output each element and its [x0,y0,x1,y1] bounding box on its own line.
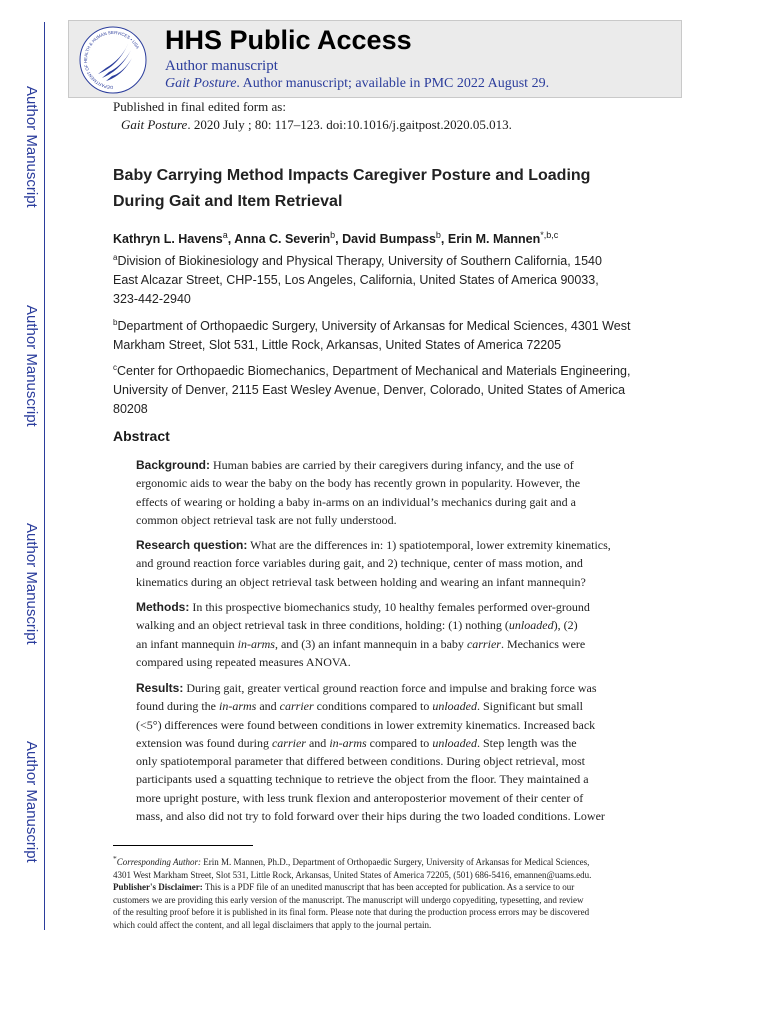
italic-term: unloaded [432,699,477,714]
abstract-methods: Methods: In this prospective biomechanics study, 10 healthy females performed over-ground walking and an object retrieval task in three conditions, holding: (1) nothing (unloaded), (2) an infant mannequin in-arms, and (3) an infant mannequin in a baby carrier. Mechanics were compared using repeated measures ANOVA. [136,600,590,669]
journal-name: Gait Posture [165,76,237,91]
side-stamp: Author Manuscript [23,741,40,863]
affiliation-b: $^b$Department of Orthopaedic Surgery, University of Arkansas for Medical Sciences, 4301 West Markham Street, Slot 531, Little Rock, Arkansas, United States of America 72205 [113,318,631,353]
publisher-disclaimer: Publisher's Disclaimer: This is a PDF file of an unedited manuscript that has been accepted for publication. As a service to our customers we are providing this early version of the manuscript. The manuscript will undergo copyediting, typesetting, and review of the resulting proof before it is published in its final form. Please note that during the production process errors may be discovered which could affect the content, and all legal disclaimers that apply to the journal pertain. [113,882,590,930]
abstract-research-question: Research question: What are the differences in: 1) spatiotemporal, lower extremity kinematics, and ground reaction force variables during gait, and 2) technique, center of mass motion, and kinematics during an object retrieval task between holding and wearing an infant mannequin? [136,538,611,589]
abstract-section-label: Results: [136,681,184,695]
svg-text:DEPARTMENT OF HEALTH & HUMAN S: DEPARTMENT OF HEALTH & HUMAN SERVICES • USA [83,29,141,91]
published-label: Published in final edited form as: [113,99,286,114]
paper-title: Baby Carrying Method Impacts Caregiver Posture and Loading During Gait and Item Retrieval [113,167,591,210]
corresponding-author-footnote: *Corresponding Author: Erin M. Mannen, Ph.D., Department of Orthopaedic Surgery, University of Arkansas for Medical Sciences, 4301 West Markham Street, Slot 531, Little Rock, Arkansas, United States of America 72205, (501) 686-5416, emannen@uams.edu. [113,854,592,880]
side-stamp: Author Manuscript [23,305,40,427]
italic-term: in-arms [219,699,257,714]
abstract-results: Results: During gait, greater vertical ground reaction force and impulse and braking force was found during the in-arms and carrier conditions compared to unloaded. Significant but small (<5°) differences were found between conditions in lower extremity kinematics. Increased back extension was found during carrier and in-arms compared to unloaded. Step length was the only spatiotemporal parameter that differed between conditions. During object retrieval, most participants used a squatting technique to retrieve the object from the floor. They maintained a more upright posture, with less trunk flexion and anteroposterior movement of their center of mass, and also did not try to fold forward over their hips during the two loaded conditions. Lower [136,681,605,824]
abstract-section-label: Background: [136,458,211,472]
hhs-eagle-logo-icon [76,24,150,94]
published-citation: Gait Posture. 2020 July ; 80: 117–123. doi:10.1016/j.gaitpost.2020.05.013. [121,117,512,132]
hhs-header-banner [68,20,682,98]
italic-term: in-arms [237,636,275,651]
side-stamp: Author Manuscript [23,523,40,645]
side-rule [44,22,45,930]
author-manuscript-label: Author manuscript [165,58,278,74]
hhs-public-access-title: HHS Public Access [165,25,412,55]
affiliation-a: $^a$Division of Biokinesiology and Physical Therapy, University of Southern California, 1540 East Alcazar Street, CHP-155, Los Angeles, California, United States of America 90033, 323-442-2940 [113,253,602,307]
italic-term: in-arms [329,735,367,750]
affiliation-c: $^c$Center for Orthopaedic Biomechanics, Department of Mechanical and Materials Engineering, University of Denver, 2115 East Wesley Avenue, Denver, Colorado, United States of America 80208 [113,363,631,417]
side-stamp: Author Manuscript [23,86,40,208]
author-list: Kathryn L. Havens$^a$, Anna C. Severin$^b$, David Bumpass$^b$, Erin M. Mannen$^{*,b,c}$ [113,230,559,247]
abstract-section-label: Research question: [136,538,248,552]
italic-term: carrier [279,699,314,714]
italic-term: unloaded [432,735,477,750]
abstract-heading: Abstract [113,428,170,444]
abstract-section-label: Methods: [136,600,190,614]
abstract-background: Background: Human babies are carried by their caregivers during infancy, and the use of ergonomic aids to wear the baby on the body has recently grown in popularity. However, the effects of wearing or holding a baby in-arms on an individual’s mechanics during gait and a common object retrieval task are not fully understood. [136,458,581,527]
italic-term: carrier [466,636,501,651]
footnote-rule [113,845,253,846]
italic-term: carrier [271,735,306,750]
italic-term: unloaded [508,618,554,633]
availability-line: Gait Posture. Author manuscript; available in PMC 2022 August 29. [165,76,550,91]
